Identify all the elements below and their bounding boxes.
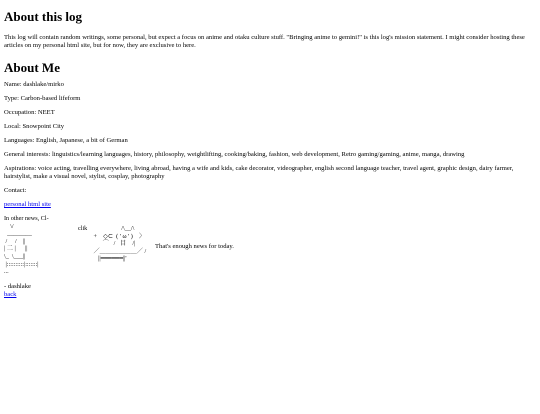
about-log-heading: About this log xyxy=(4,9,83,24)
type-field: Type: Carbon-based lifeform xyxy=(4,95,81,102)
contact-label: Contact: xyxy=(4,187,27,194)
news-caption: That's enough news for today. xyxy=(155,243,234,250)
personal-site-link[interactable]: personal html site xyxy=(4,201,51,208)
about-me-heading: About Me xyxy=(4,60,60,75)
occupation-field: Occupation: NEET xyxy=(4,109,55,116)
cat-shop-ascii-art: clik /\__/\ + ◇⊂ ( ' ω ' ) 〉 ⌒ / 目 /| ／＿＿＿＿＿＿／ / ||━━━━━━||' xyxy=(78,225,147,263)
name-field: Name: dashlake/mirko xyxy=(4,81,64,88)
personal-site-line xyxy=(4,201,536,209)
local-field: Local: Snowpoint City xyxy=(4,123,65,130)
languages-field: Languages: English, Japanese, a bit of German xyxy=(4,137,128,144)
signoff: - dashlake xyxy=(4,283,31,290)
back-link[interactable]: back xyxy=(4,291,17,298)
aspirations-field: Aspirations: voice acting, travelling everywhere, living abroad, having a wife and kids, cake decorator, videographer, english second language teacher, travel agent, graphic design, dairy farmer, hairstylist, make a visual novel, stylist, cosplay, photography xyxy=(4,165,514,180)
intro-paragraph: This log will contain random writings, some personal, but expect a focus on anime and otaku culture stuff. "Bringing anime to gemini!" is this log's mission statement. I might consider hosting these articles on my personal html site, but for now, they are exclusive to here. xyxy=(4,34,525,49)
back-line xyxy=(4,291,536,299)
interests-field: General interests: linguistics/learning languages, history, philosophy, weightlifting, cooking/baking, fashion, web development, Retro gaming/gaming, anime, manga, drawing xyxy=(4,151,465,158)
page xyxy=(0,9,540,299)
cat-box-ascii-art: In other news, Cl- \/ ________ / / || | 二 | || \_ \___|| |::::::::::|:::::::| ... xyxy=(4,215,49,276)
news-section xyxy=(4,215,536,277)
